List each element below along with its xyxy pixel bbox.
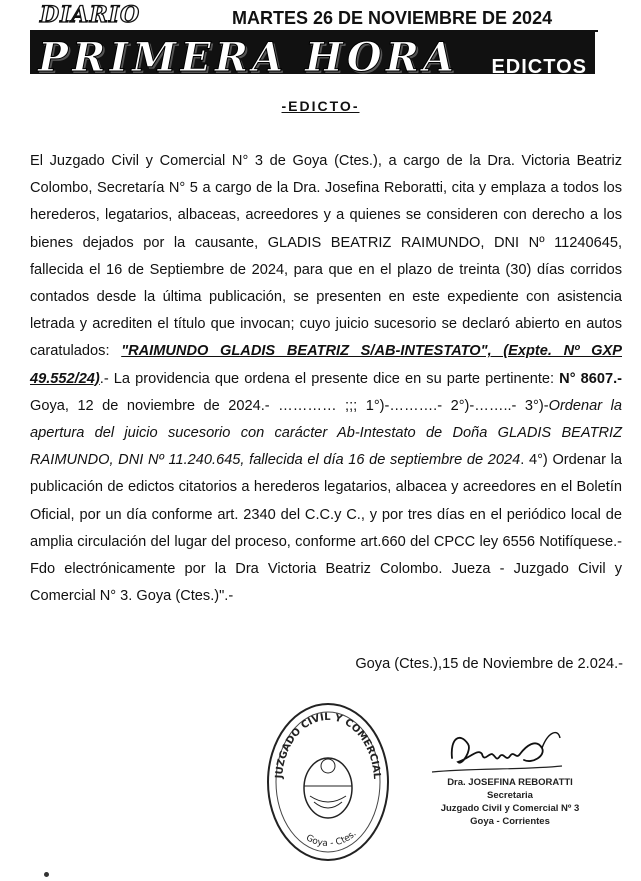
page-dot <box>44 872 49 877</box>
resolution-number: N° 8607.- <box>559 370 622 387</box>
signer-name: Dra. JOSEFINA REBORATTI <box>447 777 573 788</box>
signer-city: Goya - Corrientes <box>470 816 550 827</box>
issue-date: MARTES 26 DE NOVIEMBRE DE 2024 <box>232 8 553 28</box>
brand-main-text: PRIMERA HORA <box>38 34 458 74</box>
edict-body <box>30 148 622 610</box>
edict-paragraph: El Juzgado Civil y Comercial N° 3 de Goya (Ctes.), a cargo de la Dra. Victoria Beatriz Colombo, Secretaría N° 5 a cargo de la Dra. Josefina Reboratti, cita y emplaza a todos los herederos, legatarios, albaceas, acreedores y a quienes se consideren con derecho a los bienes dejados por la causante, GLADIS BEATRIZ RAIMUNDO, DNI Nº 11240645, fallecida el 16 de Septiembre de 2024, para que en el plazo de treinta (30) días corridos contados desde la última publicación, se presenten en este expediente con asistencia letrada y acrediten el título que invocan; cuyo juicio sucesorio se declaró abierto en autos caratulados: "RAIMUNDO GLADIS BEATRIZ S/AB-INTESTATO", (Expte. Nº GXP 49.552/24).- La providencia que ordena el presente dice en su parte pertinente: N° 8607.- Goya, 12 de noviembre de 2024.- ………… ;;; 1°)-……….- 2°)-……..- 3°)-Ordenar la apertura del juicio sucesorio con carácter Ab-Intestato de Doña GLADIS BEATRIZ RAIMUNDO, DNI Nº 11.240.645, fallecida el día 16 de septiembre de 2024. 4°) Ordenar la publicación de edictos citatorios a herederos legatarios, albacea y acreedores en el Boletín Oficial, por un día conforme art. 2340 del C.C.y C., y por tres días en el periódico local de amplia circulación del lugar del proceso, conforme art.660 del CPCC ley 6556 Notifíquese.- Fdo electrónicamente por la Dra Victoria Beatriz Colombo. Jueza - Juzgado Civil y Comercial N° 3. Goya (Ctes.)".- <box>30 153 622 605</box>
case-caption: "RAIMUNDO GLADIS BEATRIZ S/AB-INTESTATO", (Expte. Nº GXP 49.552/24) <box>30 343 622 387</box>
brand-banner <box>30 32 595 74</box>
section-label: EDICTOS <box>491 56 587 74</box>
signer-court: Juzgado Civil y Comercial Nº 3 <box>440 803 580 814</box>
document-title: -EDICTO- <box>281 98 360 114</box>
court-seal-icon <box>262 698 394 866</box>
signer-role: Secretaria <box>487 790 533 801</box>
order-text: Ordenar la apertura del juicio sucesorio con carácter Ab-Intestato de Doña GLADIS BEATRIZ RAIMUNDO, DNI Nº 11.240.645, fallecida el día 16 de septiembre de 2024 <box>30 397 622 469</box>
svg-text:Goya - Ctes.: Goya - Ctes. <box>304 828 359 850</box>
place-date: Goya (Ctes.),15 de Noviembre de 2.024.- <box>355 656 623 672</box>
svg-text:JUZGADO CIVIL Y COMERCIAL: JUZGADO CIVIL Y COMERCIAL <box>274 711 382 780</box>
signature-block <box>400 776 620 828</box>
newspaper-header <box>0 0 641 74</box>
brand-top-text: DIARIO <box>40 2 141 28</box>
